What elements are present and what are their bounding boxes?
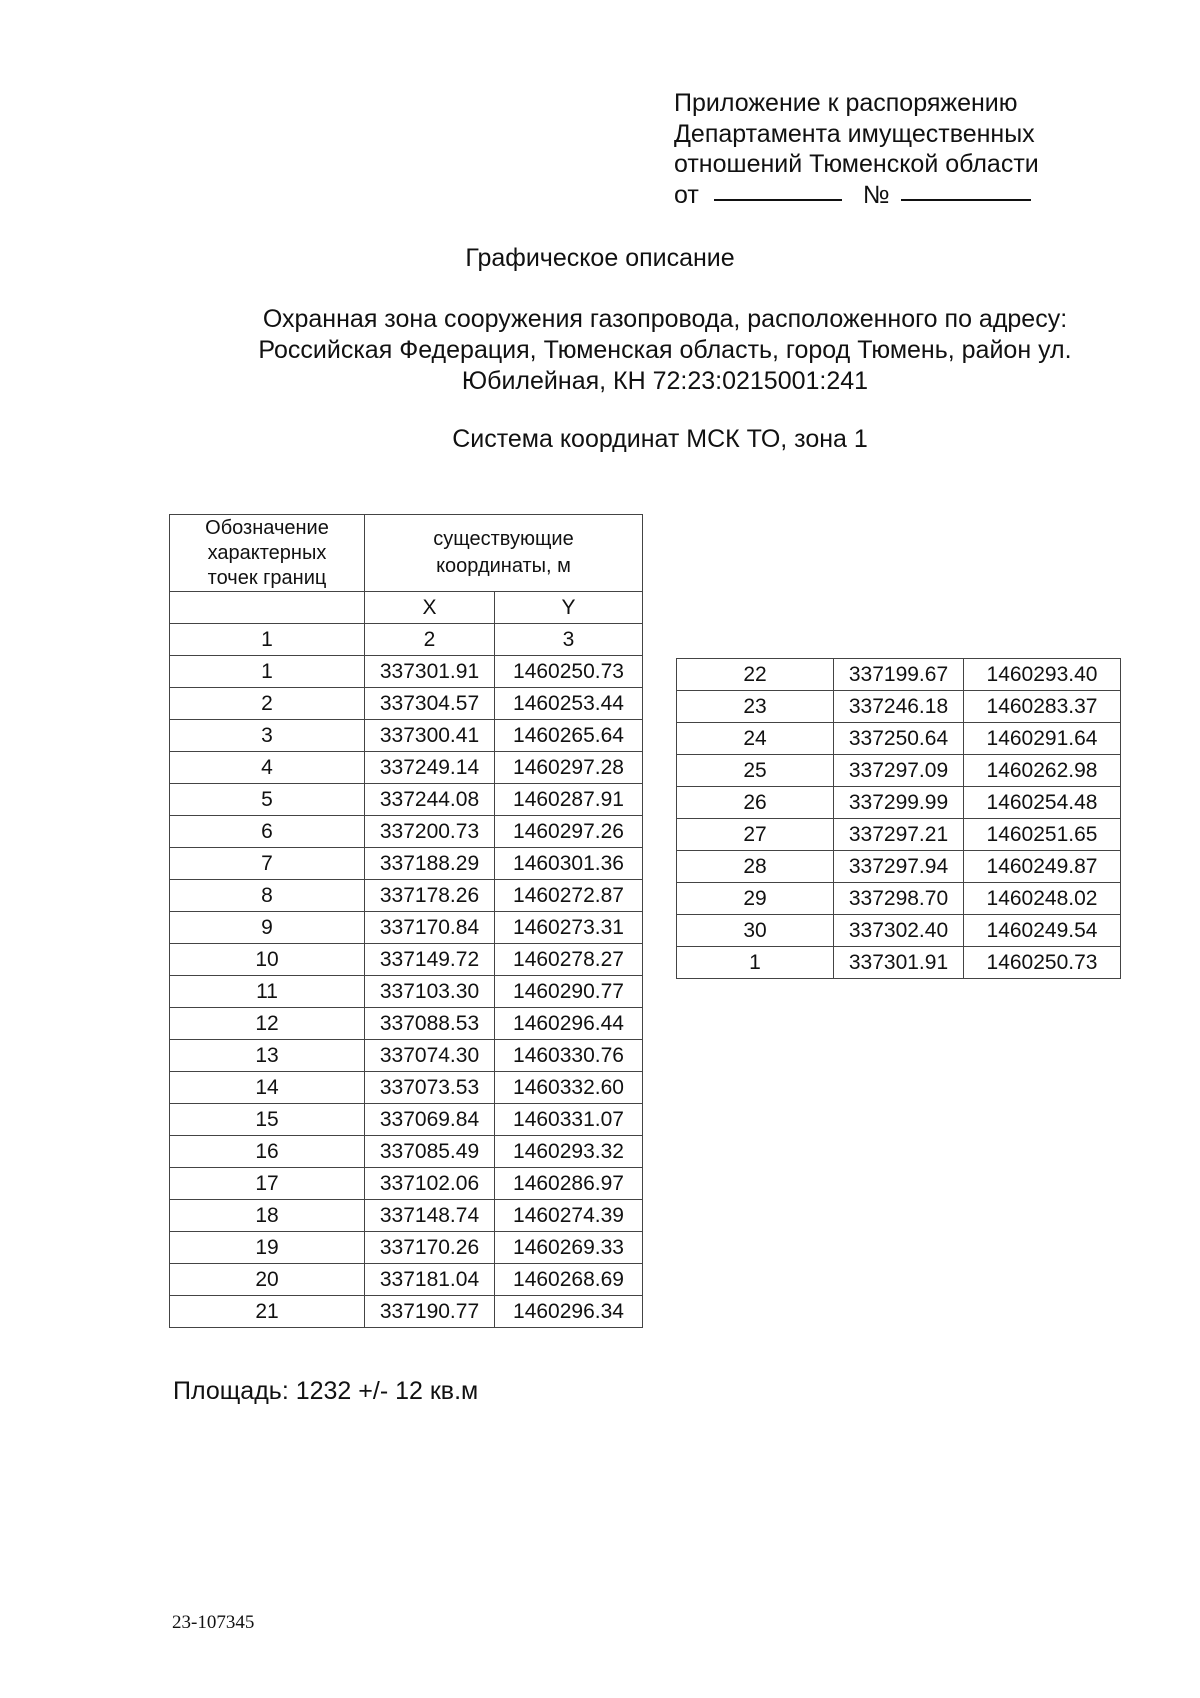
table-row	[170, 1008, 643, 1040]
table-row	[677, 691, 1121, 723]
table-row	[170, 976, 643, 1008]
y-cell: 1460331.07	[495, 1104, 643, 1136]
point-cell: 29	[677, 883, 834, 915]
number-sign: №	[862, 180, 890, 209]
x-cell: 337301.91	[365, 656, 495, 688]
x-cell: 337298.70	[834, 883, 964, 915]
header-points-cell	[170, 515, 365, 592]
number-blank	[901, 199, 1031, 201]
x-cell: 337302.40	[834, 915, 964, 947]
x-cell: 337102.06	[365, 1168, 495, 1200]
table-row	[170, 848, 643, 880]
point-cell: 1	[170, 656, 365, 688]
point-cell: 17	[170, 1168, 365, 1200]
table-row	[170, 752, 643, 784]
point-cell: 28	[677, 851, 834, 883]
table-row	[170, 912, 643, 944]
y-cell: 1460278.27	[495, 944, 643, 976]
area-label: Площадь: 1232 +/- 12 кв.м	[173, 1377, 479, 1405]
table-row	[170, 656, 643, 688]
y-cell: 1460272.87	[495, 880, 643, 912]
y-cell: 1460250.73	[964, 947, 1121, 979]
x-cell: 337301.91	[834, 947, 964, 979]
x-cell: 337304.57	[365, 688, 495, 720]
y-cell: 1460283.37	[964, 691, 1121, 723]
y-cell: 1460254.48	[964, 787, 1121, 819]
table-row	[677, 659, 1121, 691]
y-cell: 1460290.77	[495, 976, 643, 1008]
point-cell: 10	[170, 944, 365, 976]
x-cell: 337170.26	[365, 1232, 495, 1264]
point-cell: 9	[170, 912, 365, 944]
table-row	[170, 784, 643, 816]
y-cell: 1460293.40	[964, 659, 1121, 691]
point-cell: 26	[677, 787, 834, 819]
y-cell: 1460249.87	[964, 851, 1121, 883]
x-cell: 337085.49	[365, 1136, 495, 1168]
point-cell: 11	[170, 976, 365, 1008]
y-cell: 1460273.31	[495, 912, 643, 944]
point-cell: 7	[170, 848, 365, 880]
header-y-cell: Y	[495, 592, 643, 624]
x-cell: 337199.67	[834, 659, 964, 691]
appendix-block	[674, 88, 1039, 210]
date-blank	[714, 199, 842, 201]
point-cell: 18	[170, 1200, 365, 1232]
header-points-label: Обозначение характерных точек границ	[205, 516, 329, 589]
point-cell: 12	[170, 1008, 365, 1040]
point-cell: 6	[170, 816, 365, 848]
document-title: Графическое описание	[465, 244, 735, 272]
column-number-2: 2	[365, 624, 495, 656]
x-cell: 337148.74	[365, 1200, 495, 1232]
x-cell: 337188.29	[365, 848, 495, 880]
header-coords-label: существующие координаты, м	[433, 528, 574, 577]
coordinates-table-left	[169, 514, 643, 1328]
table-row	[677, 723, 1121, 755]
y-cell: 1460330.76	[495, 1040, 643, 1072]
date-prefix: от	[674, 180, 699, 209]
table-row	[677, 787, 1121, 819]
table-row	[170, 720, 643, 752]
table-row	[677, 947, 1121, 979]
header-empty-cell	[170, 592, 365, 624]
appendix-line-1: Приложение к распоряжению	[674, 89, 1018, 117]
point-cell: 2	[170, 688, 365, 720]
coordinates-table-right	[676, 658, 1121, 979]
table-row	[170, 1200, 643, 1232]
description-line-1: Охранная зона сооружения газопровода, расположенного по адресу:	[262, 305, 1068, 333]
point-cell: 15	[170, 1104, 365, 1136]
table-row	[677, 755, 1121, 787]
y-cell: 1460287.91	[495, 784, 643, 816]
x-cell: 337299.99	[834, 787, 964, 819]
appendix-line-2: Департамента имущественных	[674, 119, 1035, 148]
table-row	[170, 1040, 643, 1072]
y-cell: 1460251.65	[964, 819, 1121, 851]
x-cell: 337300.41	[365, 720, 495, 752]
point-cell: 21	[170, 1296, 365, 1328]
zone-description	[200, 304, 1130, 397]
appendix-line-3: отношений Тюменской области	[674, 150, 1039, 178]
x-cell: 337069.84	[365, 1104, 495, 1136]
y-cell: 1460250.73	[495, 656, 643, 688]
y-cell: 1460248.02	[964, 883, 1121, 915]
point-cell: 24	[677, 723, 834, 755]
table-row	[677, 819, 1121, 851]
x-cell: 337246.18	[834, 691, 964, 723]
point-cell: 19	[170, 1232, 365, 1264]
table-row	[170, 1296, 643, 1328]
table-row	[170, 688, 643, 720]
x-cell: 337249.14	[365, 752, 495, 784]
y-cell: 1460291.64	[964, 723, 1121, 755]
y-cell: 1460332.60	[495, 1072, 643, 1104]
y-cell: 1460293.32	[495, 1136, 643, 1168]
point-cell: 30	[677, 915, 834, 947]
y-cell: 1460262.98	[964, 755, 1121, 787]
point-cell: 5	[170, 784, 365, 816]
point-cell: 23	[677, 691, 834, 723]
table-row	[170, 880, 643, 912]
point-cell: 3	[170, 720, 365, 752]
y-cell: 1460296.34	[495, 1296, 643, 1328]
y-cell: 1460286.97	[495, 1168, 643, 1200]
y-cell: 1460301.36	[495, 848, 643, 880]
y-cell: 1460268.69	[495, 1264, 643, 1296]
x-cell: 337250.64	[834, 723, 964, 755]
coordinate-system: Система координат МСК ТО, зона 1	[452, 425, 868, 453]
x-cell: 337200.73	[365, 816, 495, 848]
x-cell: 337074.30	[365, 1040, 495, 1072]
x-cell: 337297.21	[834, 819, 964, 851]
x-cell: 337170.84	[365, 912, 495, 944]
x-cell: 337149.72	[365, 944, 495, 976]
y-cell: 1460253.44	[495, 688, 643, 720]
point-cell: 20	[170, 1264, 365, 1296]
y-cell: 1460297.28	[495, 752, 643, 784]
point-cell: 14	[170, 1072, 365, 1104]
header-coords-cell	[365, 515, 643, 592]
point-cell: 8	[170, 880, 365, 912]
table-row	[170, 816, 643, 848]
x-cell: 337103.30	[365, 976, 495, 1008]
table-row	[170, 1232, 643, 1264]
description-line-2: Российская Федерация, Тюменская область, город Тюмень, район ул.	[258, 336, 1072, 364]
point-cell: 27	[677, 819, 834, 851]
x-cell: 337244.08	[365, 784, 495, 816]
table-row	[170, 1104, 643, 1136]
point-cell: 13	[170, 1040, 365, 1072]
x-cell: 337073.53	[365, 1072, 495, 1104]
point-cell: 4	[170, 752, 365, 784]
table-row	[677, 883, 1121, 915]
point-cell: 1	[677, 947, 834, 979]
table-row	[170, 944, 643, 976]
point-cell: 16	[170, 1136, 365, 1168]
document-number: 23-107345	[172, 1612, 255, 1633]
table-row	[170, 1168, 643, 1200]
y-cell: 1460274.39	[495, 1200, 643, 1232]
y-cell: 1460297.26	[495, 816, 643, 848]
column-number-1: 1	[170, 624, 365, 656]
y-cell: 1460265.64	[495, 720, 643, 752]
table-row	[170, 1264, 643, 1296]
x-cell: 337181.04	[365, 1264, 495, 1296]
table-row	[170, 1136, 643, 1168]
appendix-date-line	[674, 180, 1039, 211]
y-cell: 1460296.44	[495, 1008, 643, 1040]
x-cell: 337297.09	[834, 755, 964, 787]
description-line-3: Юбилейная, КН 72:23:0215001:241	[461, 367, 869, 395]
table-row	[677, 851, 1121, 883]
table-row	[677, 915, 1121, 947]
x-cell: 337178.26	[365, 880, 495, 912]
column-number-3: 3	[495, 624, 643, 656]
y-cell: 1460249.54	[964, 915, 1121, 947]
y-cell: 1460269.33	[495, 1232, 643, 1264]
table-row	[170, 1072, 643, 1104]
x-cell: 337088.53	[365, 1008, 495, 1040]
x-cell: 337297.94	[834, 851, 964, 883]
x-cell: 337190.77	[365, 1296, 495, 1328]
header-x-cell: X	[365, 592, 495, 624]
point-cell: 25	[677, 755, 834, 787]
point-cell: 22	[677, 659, 834, 691]
